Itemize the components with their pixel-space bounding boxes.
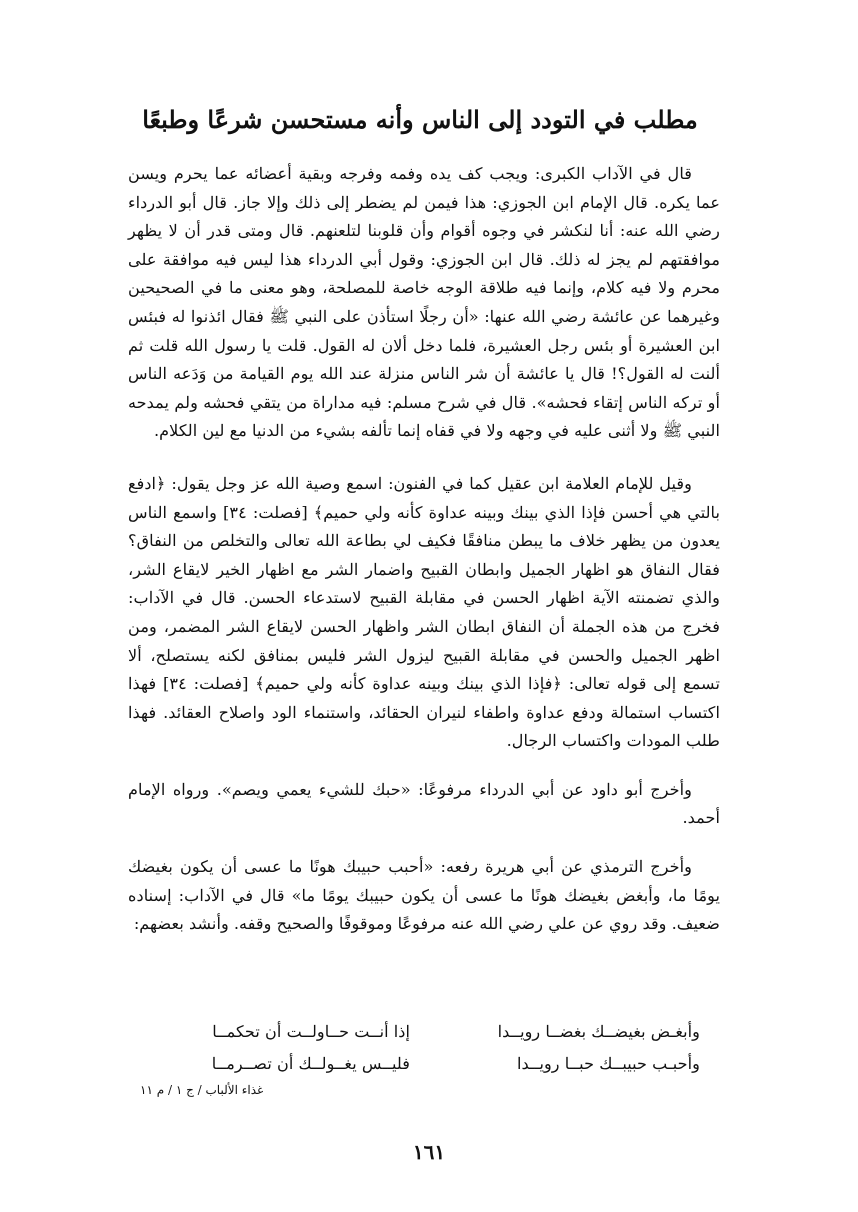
verse-row [160,1048,700,1080]
verse-row [160,1016,700,1048]
paragraph-ibn-aqil: وقيل للإمام العلامة ابن عقيل كما في الفنون: اسمع وصية الله عز وجل يقول: ﴿ادفع بالتي هي أحسن فإذا الذي بينك وبينه عداوة كأنه ولي حميم﴾ [فصلت: ٣٤] واسمع الناس يعدون من يظهر خلاف ما يبطن منافقًا فكيف لي بطاعة الله تعالى والتخلص من النفاق؟ فقال النفاق هو اظهار الجميل وابطان القبيح واضمار الشر مع اظهار الخير لايقاع الشر، والذي تضمنته الآية اظهار الحسن في مقابلة القبيح لاستدعاء الحسن. قال في الآداب: فخرج من هذه الجملة أن النفاق ابطان الشر واظهار الحسن لايقاع الشر المضمر، ومن اظهر الجميل والحسن في مقابلة القبيح ليزول الشر فليس بمنافق لكنه يستصلح، ألا تسمع إلى قوله تعالى: ﴿فإذا الذي بينك وبينه عداوة كأنه ولي حميم﴾ [فصلت: ٣٤] فهذا اكتساب استمالة ودفع عداوة واطفاء لنيران الحقائد، واستنماء الود واصلاح العقائد. فهذا طلب المودات واكتساب الرجال. [128,473,721,751]
body-text [128,160,720,953]
verse-second-hemistich: إذا أنــت حــاولــت أن تحكمــا [212,1022,410,1041]
verse-first-hemistich: وأبغـض بغيضــك بغضــا رويــدا [497,1022,700,1041]
paragraph-adab: قال في الآداب الكبرى: ويجب كف يده وفمه وفرجه وبقية أعضائه عما يحرم ويسن عما يكره. قال الإمام ابن الجوزي: هذا فيمن لم يضطر إلى ذلك وإلا جاز. قال أبو الدرداء رضي الله عنه: أنا لنكشر في وجوه أقوام وأن قلوبنا لتلعنهم. قال ومتى قدر أن لا يظهر موافقتهم لم يجز له ذلك. قال ابن الجوزي: وقول أبي الدرداء هذا ليس فيه موافقة على محرم ولا فيه كلام، وإنما فيه طلاقة الوجه خاصة للمصلحة، وهو معنى ما في الصحيحين وغيرهما عن عائشة رضي الله عنها: «أن رجلًا استأذن على النبي ﷺ فقال ائذنوا له فبئس ابن العشيرة أو بئس رجل العشيرة، فلما دخل ألان له القول. قلت يا رسول الله قلت ثم ألنت له القول؟! قال يا عائشة أن شر الناس منزلة عند الله يوم القيامة من وَدَعه الناس أو تركه الناس إتقاء فحشه». قال في شرح مسلم: فيه مداراة من يتقي فحشه ولم يمدحه النبي ﷺ ولا أثنى عليه في وجهه ولا في قفاه إنما تألفه بشيء من الدنيا مع لين الكلام. [128,164,720,441]
page-number: ١٦١ [412,1140,446,1164]
printer-signature: غذاء الألباب / ج ١ / م ١١ [140,1083,264,1097]
section-title: مطلب في التودد إلى الناس وأنه مستحسن شرعًا وطبعًا [142,105,698,134]
verse-second-hemistich: فليــس يغــولــك أن تصــرمــا [211,1054,410,1073]
paragraph-tirmidhi: وأخرج الترمذي عن أبي هريرة رفعه: «أحبب حبيبك هونًا ما عسى أن يكون بغيضك يومًا ما، وأبغض بغيضك هونًا ما عسى أن يكون حبيبك يومًا ما» قال في الآداب: إسناده ضعيف. وقد روي عن علي رضي الله عنه مرفوعًا وموقوفًا والصحيح وقفه. وأنشد بعضهم: [128,857,720,934]
verse-first-hemistich: وأحبـب حبيبــك حبــا رويــدا [517,1054,700,1073]
poem-verses [160,1016,700,1080]
paragraph-abu-dawud: وأخرج أبو داود عن أبي الدرداء مرفوعًا: «حبك للشيء يعمي ويصم». ورواه الإمام أحمد. [128,779,720,828]
